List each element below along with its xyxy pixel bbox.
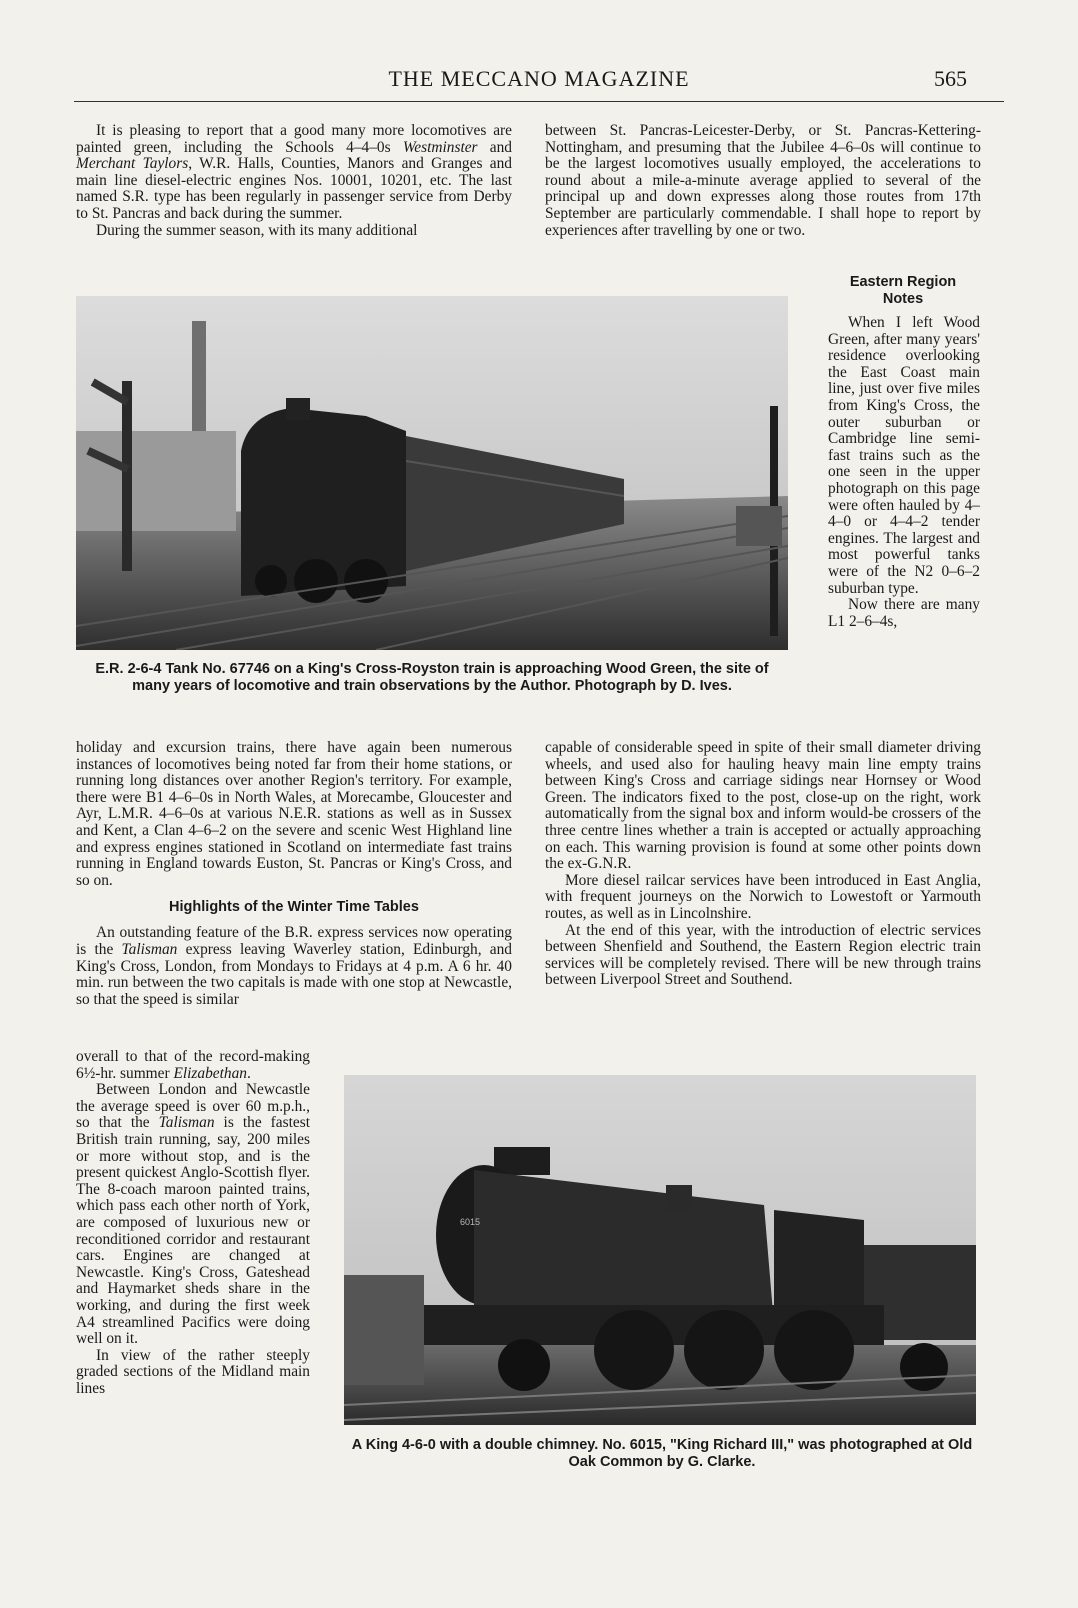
paragraph: More diesel railcar services have been introduced in East Anglia, with frequent journeys on the Norwich to Lowestoft or Yarmouth routes, as well as in Lincolnshire. bbox=[545, 871, 981, 922]
italic-title: Talisman bbox=[158, 1114, 215, 1132]
text-run: . bbox=[247, 1064, 251, 1082]
photo-tank-engine bbox=[76, 296, 788, 650]
paragraph: During the summer season, with its many additional bbox=[96, 221, 418, 239]
photo-caption: E.R. 2-6-4 Tank No. 67746 on a King's Cross-Royston train is approaching Wood Green, the site of many years of locomotive and train observations by the Author. Photograph by D. Ives. bbox=[95, 661, 769, 694]
middle-left-column bbox=[76, 740, 512, 1008]
text-run: Between London and Newcastle the average speed is over 60 m.p.h., so that the bbox=[76, 1081, 310, 1132]
paragraph bbox=[76, 1082, 310, 1348]
paragraph: Now there are many L1 2–6–4s, bbox=[828, 596, 980, 630]
top-left-column bbox=[76, 123, 512, 239]
magazine-title: THE MECCANO MAGAZINE bbox=[388, 66, 690, 91]
middle-right-column bbox=[545, 740, 981, 989]
paragraph: capable of considerable speed in spite of their small diameter driving wheels, and used also for hauling heavy main line empty trains between King's Cross and carriage sidings near Hornsey or Wood Green. The indicators fixed to the post, close-up on the right, work automatically from the signal box and inform would-be crossers of the three centre lines whether a train is accepted or actually approaching on each. This warning provision is found at some other points down the ex-G.N.R. bbox=[545, 739, 981, 873]
text-run: overall to that of the record-making 6½-hr. summer bbox=[76, 1048, 310, 1082]
text-run: , W.R. Halls, Counties, Manors and Granges and main line diesel-electric engines Nos. 10001, 10201, etc. The last named S.R. type has been regularly in passenger service from Derby to St. Pancras and back during the summer. bbox=[76, 155, 513, 222]
paragraph: between St. Pancras-Leicester-Derby, or St. Pancras-Kettering-Nottingham, and presuming that the Jubilee 4–6–0s will continue to be the largest locomotives usually employed, the accelerations to round about a mile-a-minute average applied to several of the principal up and down expresses along those routes from 17th September are particularly commendable. I shall hope to report by experiences after travelling by one or two. bbox=[545, 122, 981, 239]
paragraph bbox=[76, 1049, 310, 1082]
locomotive-photo-image bbox=[76, 296, 788, 650]
paragraph: At the end of this year, with the introduction of electric services between Shenfield and Southend, the Eastern Region electric train services will be completely revised. There will be new through trains between Liverpool Street and Southend. bbox=[545, 921, 981, 989]
paragraph bbox=[76, 925, 512, 1008]
italic-title: Talisman bbox=[121, 940, 178, 958]
text-run: and bbox=[477, 138, 512, 156]
bottom-left-column bbox=[76, 1049, 310, 1397]
sidebar-column bbox=[828, 315, 980, 630]
italic-title: Elizabethan bbox=[173, 1064, 247, 1082]
text-run: is the fastest British train running, say, 200 miles or more without stop, and is the present quickest Anglo-Scottish flyer. The 8-coach maroon painted trains, which pass each other north of York, are composed of luxurious new or reconditioned corridor and restaurant cars. Engines are changed at Newcastle. King's Cross, Gateshead and Haymarket sheds share in the working, and during the first week A4 streamlined Pacifics were doing well on it. bbox=[76, 1114, 310, 1348]
section-heading: Highlights of the Winter Time Tables bbox=[169, 899, 419, 916]
paragraph: In view of the rather steeply graded sections of the Midland main lines bbox=[76, 1346, 310, 1397]
page-number: 565 bbox=[934, 66, 967, 91]
text-run: It is pleasing to report that a good many more locomotives are painted green, including the Schools 4–4–0s bbox=[76, 122, 512, 156]
paragraph: When I left Wood Green, after many years' residence overlooking the East Coast main line, just over five miles from King's Cross, the outer suburban or Cambridge line semi-fast trains such as the one seen in the upper photograph on this page were often hauled by 4–4–0 or 4–4–2 tender engines. The largest and most powerful tanks were of the N2 0–6–2 suburban type. bbox=[828, 314, 980, 597]
paragraph: holiday and excursion trains, there have again been numerous instances of locomotives being noted far from their home stations, or running long distances over another Region's territory. For example, there were B1 4–6–0s in North Wales, at Morecambe, Gloucester and Ayr, L.M.R. 4–6–0s at various N.E.R. stations as well as in Sussex and Kent, a Clan 4–6–2 on the severe and scenic West Highland line and express engines stationed in Scotland on intermediate fast trains running in England towards Euston, St. Pancras or King's Cross, and so on. bbox=[76, 739, 512, 889]
smokebox-number-plate: 6015 bbox=[460, 1217, 481, 1227]
top-right-column bbox=[545, 123, 981, 239]
paragraph bbox=[76, 123, 512, 223]
section-heading: Eastern Region Notes bbox=[849, 274, 957, 307]
locomotive-photo-image bbox=[344, 1075, 976, 1425]
photo-caption: A King 4-6-0 with a double chimney. No. 6015, "King Richard III," was photographed at Old Oak Common by G. Clarke. bbox=[351, 1437, 973, 1470]
text-run: An outstanding feature of the B.R. express services now operating is the bbox=[76, 924, 512, 958]
photo-king-class-locomotive bbox=[344, 1075, 976, 1425]
italic-title: Merchant Taylors bbox=[76, 155, 189, 173]
text-run: express leaving Waverley station, Edinburgh, and King's Cross, London, from Mondays to Fridays at 4 p.m. A 6 hr. 40 min. run between the two capitals is made with one stop at Newcastle, so that the speed is similar bbox=[76, 940, 513, 1008]
header-rule bbox=[74, 101, 1004, 102]
italic-title: Westminster bbox=[402, 138, 478, 156]
